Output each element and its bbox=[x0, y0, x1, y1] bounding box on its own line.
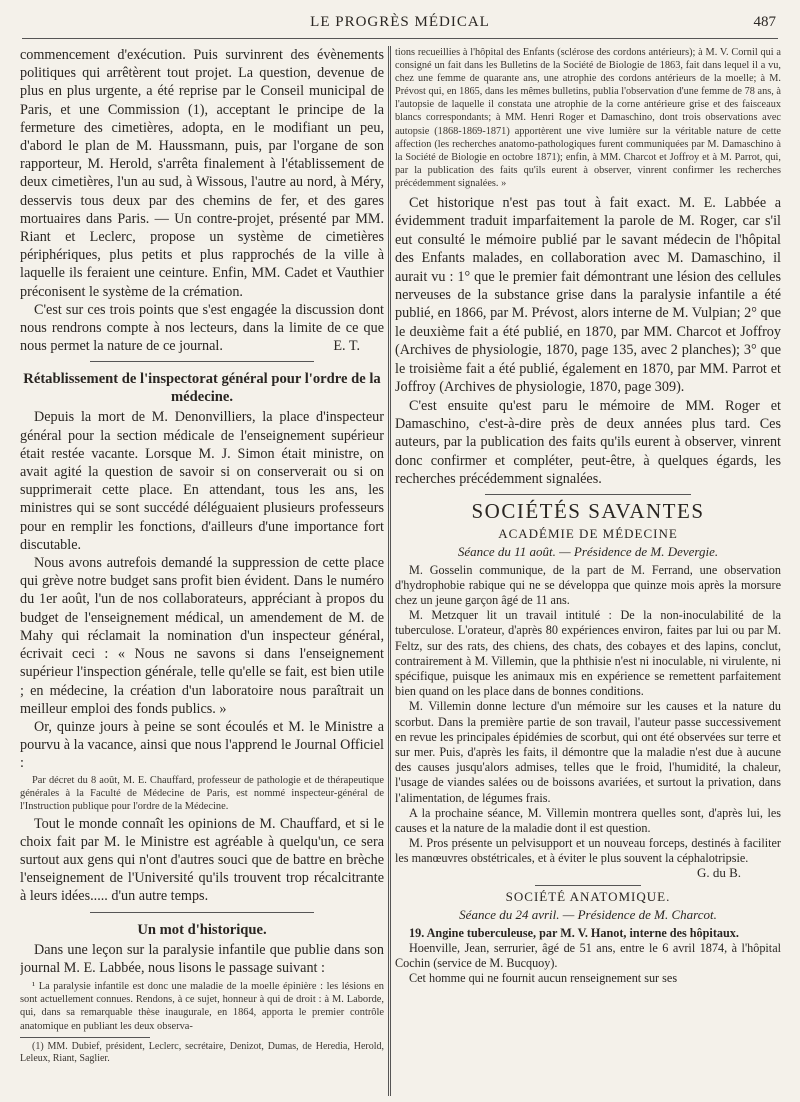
paragraph-ministre: Or, quinze jours à peine se sont écoulés et M. le Ministre a pourvu à la vacance, ainsi que nous l'apprend le Journal Officiel : bbox=[20, 718, 384, 772]
seance-academie-text: Séance du 11 août. — Présidence de M. Devergie. bbox=[457, 543, 719, 559]
report-pros: M. Pros présente un pelvisupport et un nouveau forceps, destinés à faciliter les manœuvres obstétricales, et à éviter le plus souvent la céphalotripsie. bbox=[395, 836, 781, 866]
paragraph-cemeteries: commencement d'exécution. Puis survinrent des évènements politiques qui arrêtèrent tout projet. La question, devenue de plus en plus urgente, a été reprise par le Conseil municipal de Paris, et une Commission (1), acceptant le principe de la fermeture des cimetières, adopta, en le modifiant un peu, d'abord le plan de M. Haussmann, puis, par l'organe de son rapporteur, M. Herold, s'arrêta finalement à l'établissement de deux cimetières, l'un au sud, à Wissous, l'autre au nord, à Méry, desservis tous deux par des chemins de fer, et des gares mortuaires dans Paris. — Un contre-projet, présenté par MM. Riant et Leclerc, propose un système de cimetières périphériques, plus petits et plus rapprochés de la ville à laquelle ils feraient une ceinture. Enfin, MM. Cadet et Vauthier préconisent le système de la crémation. bbox=[20, 47, 384, 300]
case-patient: Hoenville, Jean, serrurier, âgé de 51 ans, entre le 6 avril 1874, à l'hôpital Cochin (service de M. Bucquoy). bbox=[395, 940, 781, 970]
paragraph-historique-inexact: Cet historique n'est pas tout à fait exact. M. E. Labbée a évidemment traduit imparfaitement la parole de M. Roger, car s'il eut consulté le mémoire publié par le savant médecin de l'hôpital des Enfants malades, en collaboration avec M. Damaschino, il aurait vu : 1° que le premier fait démontrant une lésion des cellules nerveuses de la substance grise dans la paralysie infantile a été publié, en 1866, par M. Prévost, alors interne de M. Vulpian; 2° que le deuxième fait a été publié, en 1870, par MM. Charcot et Joffroy (Archives de physiologie, 1870, page 135, avec 2 planches); 3° que le troisième fait a été publié, également en 1870, par MM. Parrot et Joffroy (Archives de physiologie, 1870, page 309). bbox=[395, 195, 781, 396]
right-column bbox=[395, 46, 781, 1098]
section-rule bbox=[90, 361, 314, 362]
anatomique-heading: SOCIÉTÉ ANATOMIQUE. bbox=[505, 888, 671, 904]
footnote-commission: (1) MM. Dubief, président, Leclerc, secrétaire, Denizot, Dumas, de Heredia, Herold, Leleux, Riant, Saglier. bbox=[20, 1040, 384, 1065]
paragraph-discussion bbox=[20, 301, 384, 356]
running-header bbox=[22, 8, 778, 39]
article-title-inspectorat: Rétablissement de l'inspectorat général pour l'ordre de la médecine. bbox=[23, 371, 381, 406]
section-rule bbox=[485, 494, 691, 495]
case-history: Cet homme qui ne fournit aucun renseignement sur ses bbox=[409, 971, 678, 986]
seance-anatomique-text: Séance du 24 avril. — Présidence de M. Charcot. bbox=[459, 906, 717, 922]
footnote-rule bbox=[20, 1037, 150, 1038]
paragraph-discussion-text: C'est sur ces trois points que s'est engagée la discussion dont nous rendrons compte à nos lecteurs, dans la limite de ce que nous permet la nature de ce journal. bbox=[20, 301, 384, 355]
paragraph-suppression: Nous avons autrefois demandé la suppression de cette place qui grève notre budget sans profit bien évident. Dans le numéro du 1er août, l'un de nos collaborateurs, appréciant à propos du budget de l'enseignement médical, un amendement de M. de Mahy qui réclamait la nomination d'un inspecteur général, écrivait ceci : « Nous ne savons si dans l'enseignement supérieur l'inspection générale, telle qu'elle se fait, est bien utile ; en médecine, la création d'un laboratoire nous paraîtrait un meilleur emploi des fonds publics. » bbox=[20, 555, 384, 717]
page-number: 487 bbox=[753, 14, 776, 30]
paragraph-labbee: Dans une leçon sur la paralysie infantile que publie dans son journal M. E. Labbée, nous lisons le passage suivant : bbox=[20, 941, 384, 976]
report-gosselin: M. Gosselin communique, de la part de M. Ferrand, une observation d'hydrophobie rabique qui ne se développa que quinze mois après la morsure chez un jeune garçon âgé de 11 ans. bbox=[395, 562, 781, 607]
paragraph-denonvilliers: Depuis la mort de M. Denonvilliers, la place d'inspecteur général pour la section médicale de l'enseignement supérieur était restée vacante. Lorsque M. J. Simon était ministre, on avait agité la question de savoir si on conserverait ou si on supprimerait cette place. En attendant, tous les ans, les ministres qui se sont succédé déléguaient plusieurs professeurs pour en remplir les fonctions, d'ailleurs d'une importance fort discutable. bbox=[20, 409, 384, 553]
journal-title: LE PROGRÈS MÉDICAL bbox=[310, 14, 490, 30]
report-villemin: M. Villemin donne lecture d'un mémoire sur les causes et la nature du scorbut. Dans la première partie de son travail, l'auteur passe successivement en revue les principales épidémies de scorbut, qui ont été observées sur terre et sur mer. Puis, d'après les faits, il démontre que la maladie n'est due à aucune des causes jusqu'alors admises, telles que le froid, l'humidité, la chaleur, l'usage de viandes salées ou de boissons avariées, et surtout la privation, dans l'alimentation, de légumes frais. bbox=[395, 699, 781, 805]
author-signature: E. T. bbox=[333, 338, 360, 355]
quoted-passage: ¹ La paralysie infantile est donc une maladie de la moelle épinière : les lésions en sont actuellement connues. Rendons, à ce sujet, honneur à qui de droit : à M. Laborde, qui, dans sa remarquable thèse inaugurale, en 1864, apporta le premier contrôle anatomique en publiant les deux observa- bbox=[20, 980, 384, 1032]
article-title-historique: Un mot d'historique. bbox=[137, 921, 267, 938]
section-rule bbox=[90, 912, 314, 913]
paragraph-roger-damaschino: C'est ensuite qu'est paru le mémoire de MM. Roger et Damaschino, c'est-à-dire près de deux années plus tard. Ces auteurs, par la publication des faits qu'ils eurent à observer, vinrent donc confirmer et compléter, peut-être, à quelques égards, les recherches précédemment signalées. bbox=[395, 397, 781, 488]
report-metzquer: M. Metzquer lit un travail intitulé : De la non-inoculabilité de la tuberculose. L'orateur, d'après 80 expériences environ, faites par lui ou par M. Feltz, sur des rats, des chiens, des chats, des cobayes et des lapins, conclut, contrairement à M. Villemin, que la phthisie n'est ni inoculable, ni virulente, ni spécifique, puisque les animaux mis en expérience se remettent parfaitement bien quand on les place dans de bonnes conditions. bbox=[395, 608, 781, 699]
seance-anatomique bbox=[395, 907, 781, 923]
quoted-passage-continued: tions recueillies à l'hôpital des Enfants (sclérose des cordons antérieurs); à M. V. Cornil qui a consigné un fait dans les Bulletins de la Société de Biologie de 1863, fait dans lequel il a vu, chez une femme de quarante ans, une atrophie des cordons antérieurs de la moelle; à M. Prévost qui, en 1865, dans les mêmes bulletins, publia l'observation d'une femme de 78 ans, à l'autopsie de laquelle il constata une atrophie de la corne antérieure grise et des faisceaux blancs correspondants; à MM. Henri Roger et Damaschino, dont trois observations avec autopsie (1868-1869-1871) apportèrent une vive lumière sur la véritable nature de cette affection (les recherches anatomo-pathologiques furent communiquées par M. Damaschino à la Société de Biologie en octobre 1871); enfin, à MM. Charcot et Joffroy et à M. Parrot, qui, par la publication des faits qu'ils eurent à observer, vinrent confirmer les recherches précédemment signalées. » bbox=[395, 47, 781, 189]
report-signature: G. du B. bbox=[696, 864, 741, 880]
column-divider bbox=[388, 46, 392, 1096]
section-title-societes: SOCIÉTÉS SAVANTES bbox=[471, 498, 705, 523]
case-title: 19. Angine tuberculeuse, par M. V. Hanot, interne des hôpitaux. bbox=[409, 925, 739, 940]
academie-heading: ACADÉMIE DE MÉDECINE bbox=[498, 525, 678, 541]
report-villemin-next: A la prochaine séance, M. Villemin montrera quelles sont, d'après lui, les causes et la nature de la maladie dont il est question. bbox=[395, 805, 781, 835]
left-column bbox=[20, 46, 384, 1098]
section-rule bbox=[535, 885, 641, 886]
seance-academie bbox=[395, 544, 781, 560]
paragraph-chauffard: Tout le monde connaît les opinions de M. Chauffard, et si le choix fait par M. le Ministre est agréable à quelqu'un, ce sera surtout aux gens qui n'ont d'autres souci que de battre en brèche l'enseignement de l'Université qu'ils trouvent trop récalcitrante à leurs idées..... d'un autre temps. bbox=[20, 815, 384, 905]
decree-quote: Par décret du 8 août, M. E. Chauffard, professeur de pathologie et de thérapeutique générales à la Faculté de Médecine de Paris, est nommé inspecteur-général de l'Instruction publique pour l'ordre de la Médecine. bbox=[20, 774, 384, 812]
